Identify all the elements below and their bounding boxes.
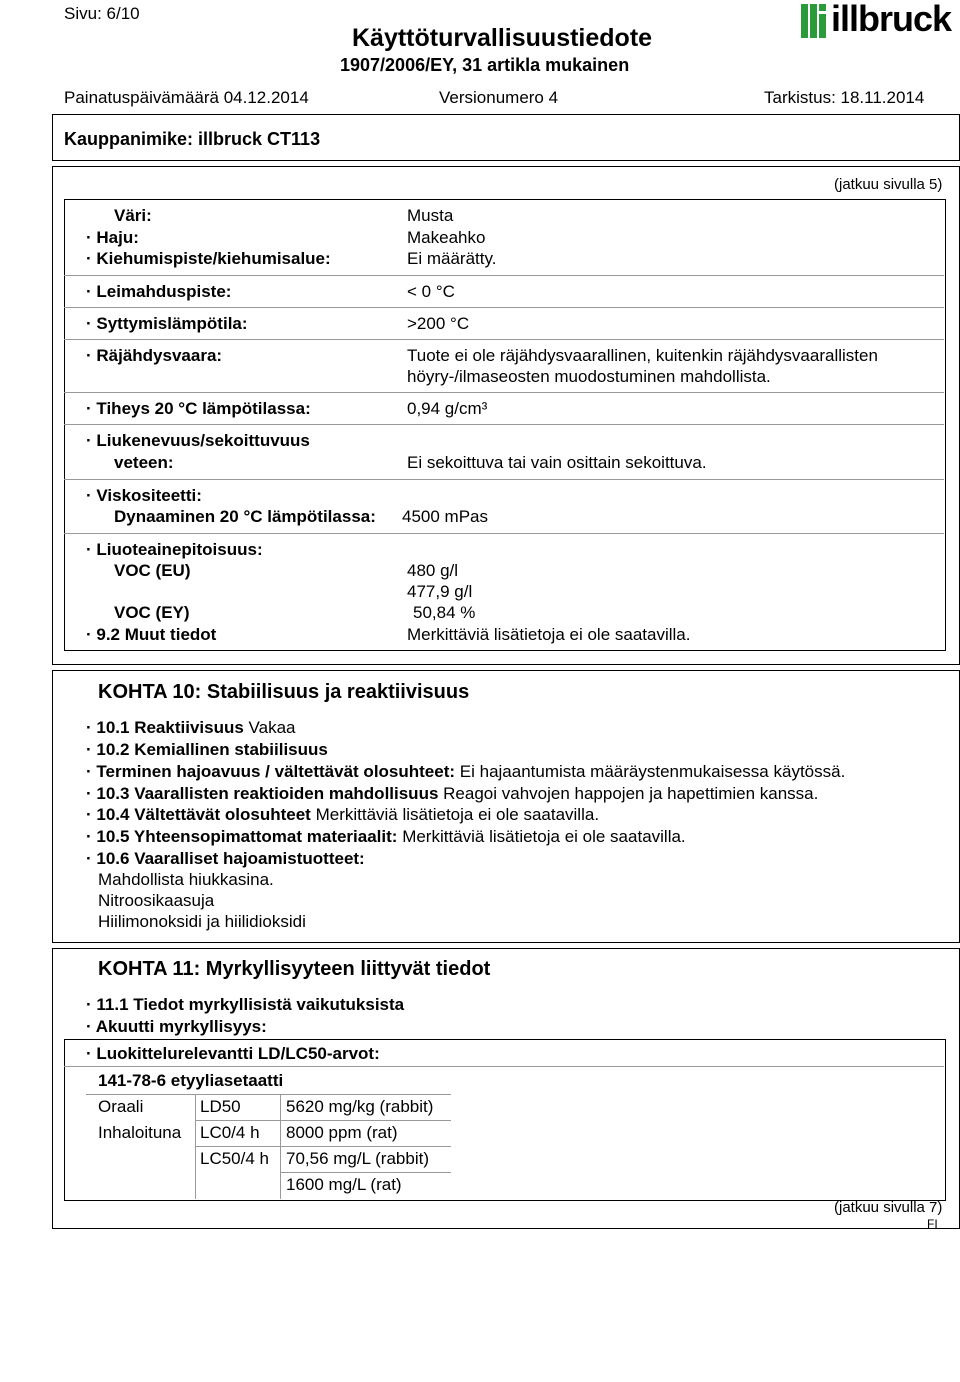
reactivity-value: Vakaa	[248, 718, 296, 737]
grid-line	[195, 1120, 451, 1121]
incompatible-value: Merkittäviä lisätietoja ei ole saatavilla.	[402, 827, 686, 846]
thermal-row	[86, 762, 845, 782]
solubility-label-line2: veteen:	[114, 453, 174, 472]
odour-label: · Haju:	[86, 228, 139, 247]
version-number: Versionumero 4	[439, 88, 559, 107]
stability-label: · 10.2 Kemiallinen stabiilisuus	[86, 740, 328, 759]
other-info-label: · 9.2 Muut tiedot	[86, 625, 217, 644]
continued-to: (jatkuu sivulla 7)	[834, 1199, 943, 1216]
other-info-value: Merkittäviä lisätietoja ei ole saatavilla.	[407, 625, 691, 644]
tox-value: 1600 mg/L (rat)	[286, 1175, 402, 1194]
incompatible-label: · 10.5 Yhteensopimattomat materiaalit:	[86, 827, 398, 846]
voc-ey-label: VOC (EY)	[114, 603, 190, 622]
toxicity-info-label: · 11.1 Tiedot myrkyllisistä vaikutuksista	[86, 995, 405, 1014]
substance-name: 141-78-6 etyyliasetaatti	[98, 1071, 284, 1090]
section10-heading: KOHTA 10: Stabiilisuus ja reaktiivisuus	[98, 681, 470, 703]
decomposition-product: Mahdollista hiukkasina.	[98, 870, 274, 889]
brand-name: illbruck	[831, 0, 952, 39]
hazardous-reactions-label: · 10.3 Vaarallisten reaktioiden mahdollisuus	[86, 784, 439, 803]
thermal-label: · Terminen hajoavuus / vältettävät olosuhteet:	[86, 762, 456, 781]
viscosity-label: · Viskositeetti:	[86, 486, 202, 505]
hazardous-reactions-value: Reagoi vahvojen happojen ja hapettimien kanssa.	[443, 784, 819, 803]
grid-line	[280, 1172, 451, 1173]
reactivity-row	[86, 718, 296, 738]
section11-heading: KOHTA 11: Myrkyllisyyteen liittyvät tiedot	[98, 958, 491, 980]
color-label: Väri:	[114, 206, 152, 225]
explosion-value-line1: Tuote ei ole räjähdysvaarallinen, kuitenkin räjähdysvaarallisten	[407, 346, 878, 365]
tox-value: 70,56 mg/L (rabbit)	[286, 1149, 429, 1168]
divider	[64, 533, 944, 534]
voc-ey-value: 50,84 %	[413, 603, 476, 622]
reactivity-label: · 10.1 Reaktiivisuus	[86, 718, 244, 737]
tox-type: LC50/4 h	[200, 1149, 269, 1168]
acute-toxicity-label: · Akuutti myrkyllisyys:	[86, 1017, 267, 1036]
tox-type: LD50	[200, 1097, 241, 1116]
divider	[64, 479, 944, 480]
conditions-avoid-value: Merkittäviä lisätietoja ei ole saatavilla.	[315, 805, 600, 824]
tox-value: 5620 mg/kg (rabbit)	[286, 1097, 434, 1116]
voc-eu-value: 480 g/l	[407, 561, 459, 580]
solubility-label-line1: · Liukenevuus/sekoittuvuus	[86, 431, 310, 450]
decomposition-product: Nitroosikaasuja	[98, 891, 215, 910]
flash-value: < 0 °C	[407, 282, 455, 301]
tox-route: Inhaloituna	[98, 1123, 182, 1142]
divider	[64, 392, 944, 393]
solvent-label: · Liuoteainepitoisuus:	[86, 540, 263, 559]
divider	[64, 275, 944, 276]
boiling-value: Ei määrätty.	[407, 249, 497, 268]
hazardous-reactions-row	[86, 784, 818, 804]
density-value: 0,94 g/cm³	[407, 399, 488, 418]
color-value: Musta	[407, 206, 454, 225]
print-date: Painatuspäivämäärä 04.12.2014	[64, 88, 309, 107]
decomposition-product: Hiilimonoksidi ja hiilidioksidi	[98, 912, 306, 931]
explosion-label: · Räjähdysvaara:	[86, 346, 223, 365]
odour-value: Makeahko	[407, 228, 486, 247]
divider	[86, 1094, 451, 1095]
trade-name: Kauppanimike: illbruck CT113	[64, 129, 321, 149]
tox-value: 8000 ppm (rat)	[286, 1123, 398, 1142]
voc-eu-label: VOC (EU)	[114, 561, 191, 580]
grid-line	[195, 1146, 451, 1147]
conditions-avoid-label: · 10.4 Vältettävät olosuhteet	[86, 805, 311, 824]
explosion-value-line2: höyry-/ilmaseosten muodostuminen mahdollista.	[407, 367, 771, 386]
divider	[64, 307, 944, 308]
language-code: FI	[927, 1217, 938, 1231]
flash-label: · Leimahduspiste:	[86, 282, 232, 301]
divider	[64, 1066, 944, 1067]
solubility-value: Ei sekoittuva tai vain osittain sekoittuva.	[407, 453, 707, 472]
divider	[64, 339, 944, 340]
density-label: · Tiheys 20 °C lämpötilassa:	[86, 399, 311, 418]
document-subtitle: 1907/2006/EY, 31 artikla mukainen	[340, 55, 630, 75]
dynamic-viscosity-label: Dynaaminen 20 °C lämpötilassa:	[114, 507, 376, 526]
conditions-avoid-row	[86, 805, 599, 825]
boiling-label: · Kiehumispiste/kiehumisalue:	[86, 249, 331, 268]
ignition-label: · Syttymislämpötila:	[86, 314, 248, 333]
tox-type: LC0/4 h	[200, 1123, 260, 1142]
continued-from: (jatkuu sivulla 5)	[834, 176, 943, 193]
incompatible-row	[86, 827, 686, 847]
thermal-value: Ei hajaantumista määräystenmukaisessa käytössä.	[459, 762, 846, 781]
ignition-value: >200 °C	[407, 314, 470, 333]
tox-route: Oraali	[98, 1097, 144, 1116]
decomposition-label: · 10.6 Vaaralliset hajoamistuotteet:	[86, 849, 365, 868]
dynamic-viscosity-value: 4500 mPas	[402, 507, 488, 526]
revision-date: Tarkistus: 18.11.2014	[764, 88, 925, 107]
page-number: Sivu: 6/10	[64, 4, 140, 23]
voc-eu-value-2: 477,9 g/l	[407, 582, 473, 601]
brand-logo	[801, 2, 960, 40]
divider	[64, 424, 944, 425]
document-title: Käyttöturvallisuustiedote	[352, 24, 653, 52]
ld-values-label: · Luokittelurelevantti LD/LC50-arvot:	[86, 1044, 380, 1063]
